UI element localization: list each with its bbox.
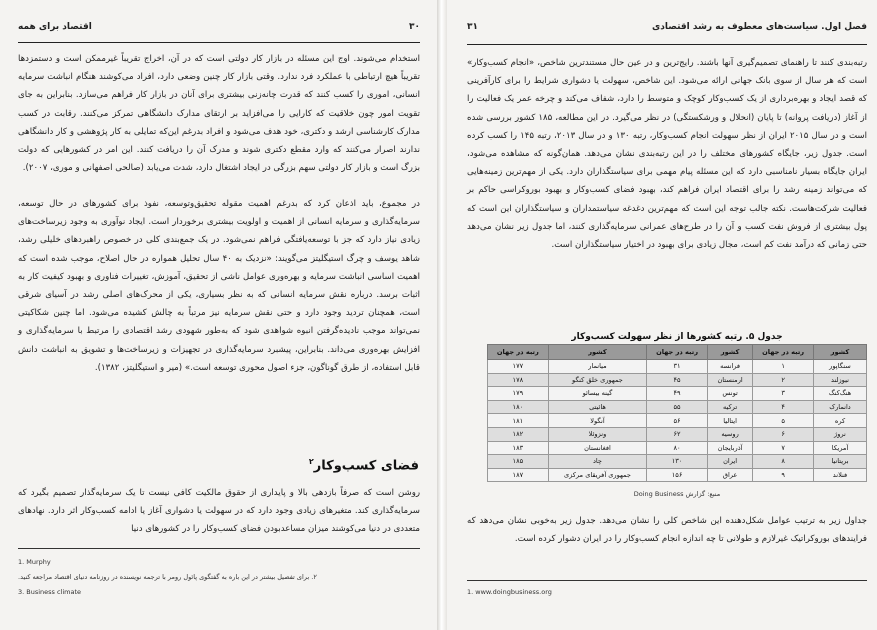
table-cell: ۱ [753, 360, 814, 374]
table-cell: ایتالیا [707, 414, 752, 428]
right-footnote-rule [467, 580, 867, 581]
table-cell: نروژ [813, 427, 866, 441]
table-cell: ۶۲ [647, 427, 708, 441]
table-row [488, 468, 867, 482]
table-row [488, 387, 867, 401]
table-cell: هنگ‌کنگ [813, 387, 866, 401]
table-cell: گینه بیسائو [548, 387, 647, 401]
table-source: منبع: گزارش Doing Business [633, 490, 721, 498]
table-cell: عراق [707, 468, 752, 482]
table-row [488, 414, 867, 428]
table-header-cell: کشور [813, 345, 866, 360]
right-header-title: فصل اول. سیاست‌های معطوف به رشد اقتصادی [651, 22, 867, 32]
table-cell: هائیتی [548, 400, 647, 414]
table-cell: ۱۸۲ [488, 427, 549, 441]
table-cell: ۶ [753, 427, 814, 441]
table-cell: ۷ [753, 441, 814, 455]
table-header-row [488, 345, 867, 360]
table-cell: روسیه [707, 427, 752, 441]
right-page-header [467, 22, 867, 32]
left-footnote-3: 3. Business climate [18, 588, 82, 596]
table-cell: ایران [707, 455, 752, 469]
table-cell: چاد [548, 455, 647, 469]
table-cell: ونزوئلا [548, 427, 647, 441]
left-section-paragraph: روشن است که صرفاً بازدهی بالا و پایداری از حقوق مالکیت کافی نیست تا یک سرمایه‌گذار تصمیم بگیرد که سرمایه‌گذاری کند. متغیرهای زیادی وجود دارد که در سهولت یا دشواری آغاز یا ادامه کسب‌وکار اثر دارد. نهادهای متعددی در دنیا می‌کوشند میزان مساعدبودن فضای کسب‌وکار را در کشورهای دنیا [18, 488, 420, 535]
table-row [488, 400, 867, 414]
left-footnote-rule [18, 548, 420, 549]
table-cell: ۱۷۸ [488, 373, 549, 387]
right-footnote-1: 1. www.doingbusiness.org [467, 588, 552, 596]
table-cell: ترکیه [707, 400, 752, 414]
left-footnote-2: ۲. برای تفصیل بیشتر در این باره به گفتگوی پائول رومر با ترجمه نویسنده در روزنامه دنیای اقتصاد مراجعه کنید. [18, 573, 317, 581]
book-gutter [437, 0, 447, 630]
table-header-cell: رتبه در جهان [753, 345, 814, 360]
table-row [488, 441, 867, 455]
table-cell: ۱۸۵ [488, 455, 549, 469]
table-cell: آذربایجان [707, 441, 752, 455]
table-cell: جمهوری خلق کنگو [548, 373, 647, 387]
right-header-rule [467, 44, 867, 45]
table-cell: ارمنستان [707, 373, 752, 387]
right-page-number: ۳۱ [467, 22, 478, 32]
table-row [488, 427, 867, 441]
table-cell: بریتانیا [813, 455, 866, 469]
table-cell: افغانستان [548, 441, 647, 455]
table-row [488, 373, 867, 387]
table-cell: آمریکا [813, 441, 866, 455]
table-header-cell: رتبه در جهان [488, 345, 549, 360]
left-footnote-1: 1. Murphy [18, 558, 51, 566]
table-cell: سنگاپور [813, 360, 866, 374]
left-page-header [18, 22, 420, 32]
table-cell: ۱۸۱ [488, 414, 549, 428]
table-header-cell: رتبه در جهان [647, 345, 708, 360]
table-title: جدول ۵. رتبه کشورها از نظر سهولت کسب‌وکار [571, 332, 783, 342]
table-header-cell: کشور [548, 345, 647, 360]
section-heading-ref: ۲ [308, 457, 314, 466]
table-cell: ۱۷۹ [488, 387, 549, 401]
section-heading [309, 457, 419, 473]
table-row [488, 455, 867, 469]
left-paragraph-1: استخدام می‌شوند. اوج این مسئله در بازار کار دولتی است که در آن، اخراج تقریباً غیرممکن است و دستمزدها تقریباً هیچ ارتباطی با عملکرد فرد ندارد. وقتی بازار کار چنین وضعی دارد، افراد می‌کوشند هنگام انباشت سرمایه انسانی، اموری را کسب کنند که قدرت چانه‌زنی بیشتری برای آنان در بازار کار فراهم می‌سازد. بنابراین به جای تقویت امور چون خلاقیت که کارایی را می‌افزاید بر ارتقای مدارک دانشگاهی تمرکز می‌کنند. رقابت در کسب مدارک کارشناسی ارشد و دکتری، خود هدف می‌شود و افراد بدرغم این‌که تمایلی به کار پژوهشی و کار دانشگاهی ندارند اصرار می‌کنند که وارد مقطع دکتری شوند و مدرک آن را دریافت کنند. این امر در کشورهایی که دولت بزرگ است و بازار کار دولتی سهم بزرگی در ایجاد اشتغال دارد، شدت می‌یابد (صالحی اصفهانی و موری، ۲۰۰۷). [18, 54, 420, 174]
left-header-title: اقتصاد برای همه [18, 22, 92, 32]
left-paragraph-2: در مجموع، باید اذعان کرد که بدرغم اهمیت مقوله تحقیق‌وتوسعه، نفوذ برای کشورهای در حال توسعه، سرمایه‌گذاری و سرمایه انسانی از اهمیت و اولویت بیشتری برخوردار است. ایجاد نوآوری به وجود زیرساخت‌های زیادی نیاز دارد که جز با توسعه‌یافتگی فراهم نمی‌شود. در یک جمع‌بندی کلی در خصوص راهبردهای خلیلی رشد، شاهد یوسف و چرگ استیگلیتز می‌گویند: «نزدیک به ۴۰ سال تحلیل همواره در حال اصلاح، موجب شده است که اهمیت اساسی انباشت سرمایه و بهره‌وری عوامل ناشی از تحقیق، آموزش، تغییرات فناوری و بهبود کیفیت کار به اثبات برسد. درباره نقش سرمایه انسانی که به نظر بسیاری، یکی از محرک‌های اصلی رشد در آسیای شرقی است، همچنان تردید وجود دارد و حتی نقش سرمایه نیز مرتباً به چالش کشیده می‌شود. اما چنین شکاکیتی نمی‌تواند موجب نادیده‌گرفتن انبوه شواهدی شود که به‌طور شهودی رشد اقتصادی را مرتبط با سرمایه‌گذاری و افزایش بهره‌وری می‌داند. بنابراین، پیشبرد سرمایه‌گذاری در تجهیزات و زیرساخت‌ها و تشویق به انباشت دانش قابل استفاده، از طرق گوناگون، جزء اصول محوری توسعه است.» (میر و استیگلیتز، ۱۳۸۲). [18, 199, 420, 373]
table-cell: ۲ [753, 373, 814, 387]
table-cell: تونس [707, 387, 752, 401]
table-cell: ۱۸۳ [488, 441, 549, 455]
table-cell: ۵۶ [647, 414, 708, 428]
table-cell: فنلاند [813, 468, 866, 482]
table-cell: دانمارک [813, 400, 866, 414]
left-page [0, 0, 437, 630]
left-header-rule [18, 42, 420, 43]
table-cell: کره [813, 414, 866, 428]
table-cell: میانمار [548, 360, 647, 374]
right-paragraph-1: رتبه‌بندی کنند تا راهنمای تصمیم‌گیری آنها باشند. رایج‌ترین و در عین حال مستندترین شاخص، «انجام کسب‌وکار» است که هر سال از سوی بانک جهانی ارائه می‌شود. این شاخص، سهولت یا دشواری شرایط را برای کارآفرینی که قصد ایجاد و بهره‌برداری از یک کسب‌وکار کوچک و متوسط را دارد، شفاف می‌کند و چرخه عمر یک فعالیت را از آغاز (دریافت پروانه) تا پایان (انحلال و ورشکستگی) در نظر می‌گیرد. در این مطالعه، ۱۸۵ کشور بررسی شده است و در سال ۲۰۱۵ ایران از نظر سهولت انجام کسب‌وکار، رتبه ۱۳۰ و در سال ۲۰۱۳، رتبه ۱۴۵ را کسب کرده است. جدول زیر، جایگاه کشورهای مختلف را در این رتبه‌بندی نشان می‌دهد. همان‌گونه که مشاهده می‌شود، ایران جایگاه بسیار نامناسبی دارد که این مسئله پیام مهمی برای سیاستگذاران دارد. یکی از مهم‌ترین زمینه‌هایی که می‌تواند زمینه رشد را برای اقتصاد ایران فراهم کند، بهبود فضای کسب‌وکار و بهبود بوروکراسی حاکم بر فعالیت شرکت‌هاست. نکته جالب توجه این است که مهم‌ترین دغدغه سیاستمداران و سیاستگذاران این است که پول بیشتری از فروش نفت کسب و آن را در طرح‌های عمرانی سرمایه‌گذاری کنند، اما جدول زیر نشان می‌دهد حتی زمانی که درآمد نفت کم است، مجال زیادی برای بهبود در اختیار سیاستگذاران است. [467, 58, 867, 251]
table-row [488, 360, 867, 374]
left-page-number: ۳۰ [409, 22, 420, 32]
table-cell: ۹ [753, 468, 814, 482]
table-cell: جمهوری آفریقای مرکزی [548, 468, 647, 482]
table-cell: ۴۹ [647, 387, 708, 401]
table-cell: ۳ [753, 387, 814, 401]
table-cell: نیوزلند [813, 373, 866, 387]
table-cell: ۳۱ [647, 360, 708, 374]
table-cell: ۵۵ [647, 400, 708, 414]
table-cell: ۱۷۷ [488, 360, 549, 374]
table-cell: ۴۵ [647, 373, 708, 387]
table-cell: آنگولا [548, 414, 647, 428]
table-body [488, 360, 867, 482]
table-cell: ۱۵۶ [647, 468, 708, 482]
table-cell: ۱۸۰ [488, 400, 549, 414]
table-cell: ۸۰ [647, 441, 708, 455]
right-closing-paragraph: جداول زیر به ترتیب عوامل شکل‌دهنده این شاخص کلی را نشان می‌دهد. جدول زیر به‌خوبی نشان می‌دهد که فرایندهای بوروکراتیک غیرلازم و طولانی تا چه اندازه انجام کسب‌وکار را در ایران دشوار کرده است. [467, 516, 867, 545]
right-page [447, 0, 877, 630]
section-heading-text: فضای کسب‌وکار [313, 458, 419, 474]
table-header-cell: کشور [707, 345, 752, 360]
table-cell: ۱۸۷ [488, 468, 549, 482]
ease-of-business-table [487, 344, 867, 482]
table-cell: ۵ [753, 414, 814, 428]
table-cell: ۱۳۰ [647, 455, 708, 469]
table-cell: ۴ [753, 400, 814, 414]
table-cell: فرانسه [707, 360, 752, 374]
table-cell: ۸ [753, 455, 814, 469]
